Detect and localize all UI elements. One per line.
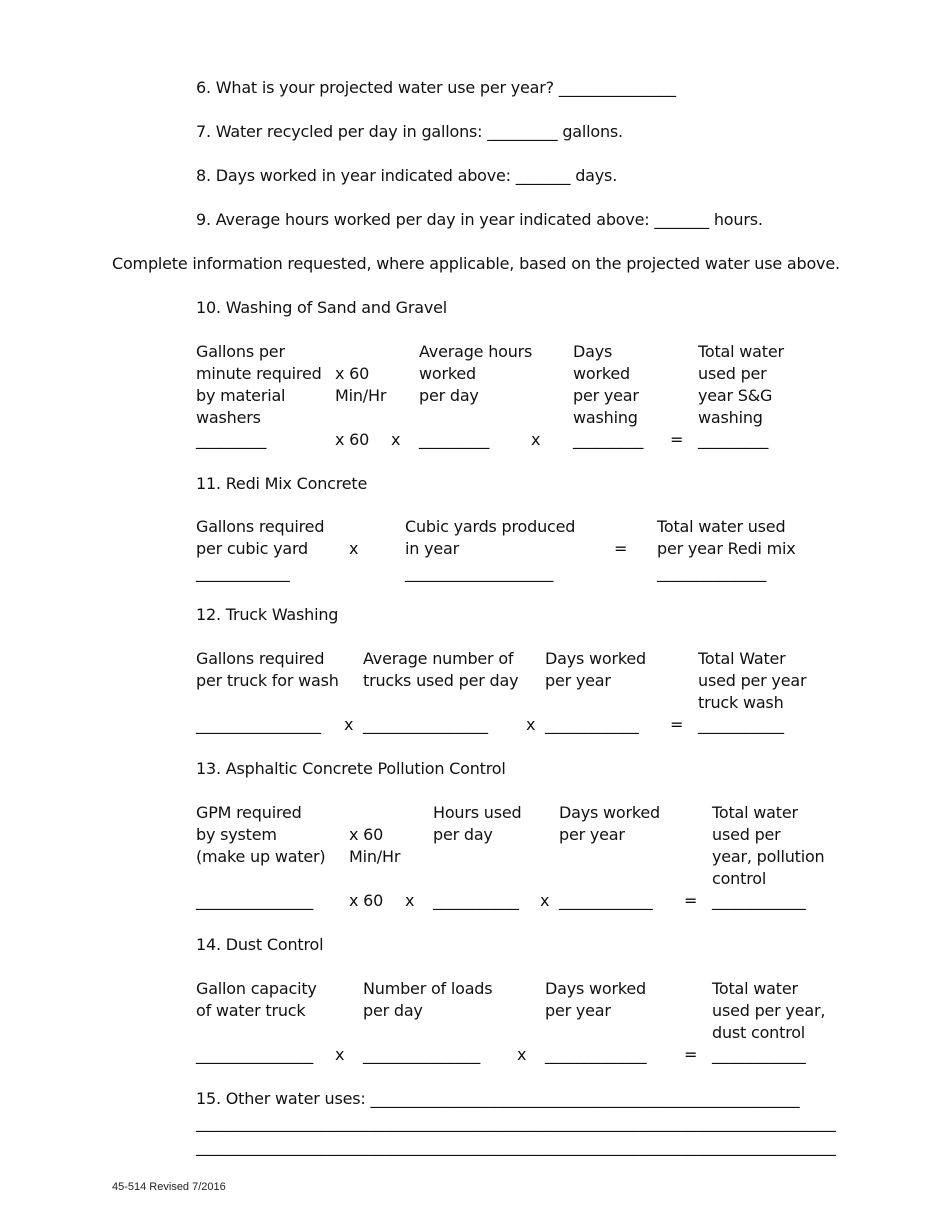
s11-col2-line: Cubic yards produced <box>405 517 576 536</box>
s10-days-blank[interactable]: _________ <box>573 430 644 449</box>
section-14-title: 14. Dust Control <box>196 935 324 954</box>
s10-col5-line: Total water <box>698 342 784 361</box>
s13-operator: x <box>540 891 550 910</box>
s12-col3-line: per year <box>545 671 611 690</box>
s11-total-blank[interactable]: ______________ <box>657 563 767 582</box>
s14-operator: x <box>517 1045 527 1064</box>
s12-col4-line: truck wash <box>698 693 784 712</box>
s10-constant: x 60 <box>335 430 370 449</box>
s14-col3-line: Days worked <box>545 979 646 998</box>
s12-col4-line: Total Water <box>698 649 786 668</box>
s12-col3-line: Days worked <box>545 649 646 668</box>
s13-col5-line: control <box>712 869 767 888</box>
s14-capacity-blank[interactable]: _______________ <box>196 1045 314 1064</box>
s13-col4-line: Days worked <box>559 803 660 822</box>
s12-equals: = <box>670 715 684 734</box>
section-10-title: 10. Washing of Sand and Gravel <box>196 298 448 317</box>
s14-operator: x <box>335 1045 345 1064</box>
s13-equals: = <box>684 891 698 910</box>
s14-col1-line: Gallon capacity <box>196 979 317 998</box>
s10-col1-line: by material <box>196 386 286 405</box>
s13-gpm-blank[interactable]: _______________ <box>196 891 314 910</box>
s10-operator: x <box>391 430 401 449</box>
question-8: 8. Days worked in year indicated above: _______ days. <box>196 166 618 185</box>
s13-operator: x <box>405 891 415 910</box>
s10-hours-blank[interactable]: _________ <box>419 430 490 449</box>
s12-operator: x <box>526 715 536 734</box>
s13-col4-line: per year <box>559 825 625 844</box>
s13-col1-line: (make up water) <box>196 847 326 866</box>
s14-days-blank[interactable]: _____________ <box>545 1045 647 1064</box>
s13-col2-line: x 60 <box>349 825 384 844</box>
s14-col2-line: Number of loads <box>363 979 493 998</box>
s12-trucks-blank[interactable]: ________________ <box>363 715 488 734</box>
s14-equals: = <box>684 1045 698 1064</box>
s10-col1-line: Gallons per <box>196 342 285 361</box>
s13-days-blank[interactable]: ____________ <box>559 891 653 910</box>
instruction-text: Complete information requested, where applicable, based on the projected water use above. <box>112 254 840 273</box>
section-13-title: 13. Asphaltic Concrete Pollution Control <box>196 759 506 778</box>
s10-col4-line: per year <box>573 386 639 405</box>
s11-yards-blank[interactable]: ___________________ <box>405 563 554 582</box>
s10-gpm-blank[interactable]: _________ <box>196 430 267 449</box>
section-12-title: 12. Truck Washing <box>196 605 339 624</box>
s12-total-blank[interactable]: ___________ <box>698 715 784 734</box>
s10-col3-line: Average hours <box>419 342 533 361</box>
s10-col4-line: Days <box>573 342 613 361</box>
s13-hours-blank[interactable]: ___________ <box>433 891 519 910</box>
s14-col1-line: of water truck <box>196 1001 306 1020</box>
s12-col1-line: Gallons required <box>196 649 325 668</box>
s12-days-blank[interactable]: ____________ <box>545 715 639 734</box>
section-15-blank-line[interactable]: __________________________________________________________________________________ <box>196 1113 836 1132</box>
s11-operator: x <box>349 539 359 558</box>
s14-total-blank[interactable]: ____________ <box>712 1045 806 1064</box>
s13-col3-line: per day <box>433 825 493 844</box>
s13-col5-line: year, pollution <box>712 847 825 866</box>
s14-col4-line: dust control <box>712 1023 806 1042</box>
s14-loads-blank[interactable]: _______________ <box>363 1045 481 1064</box>
s10-col3-line: worked <box>419 364 476 383</box>
s10-total-blank[interactable]: _________ <box>698 430 769 449</box>
s13-col5-line: Total water <box>712 803 798 822</box>
s11-col3-line: per year Redi mix <box>657 539 796 558</box>
s10-col1-line: washers <box>196 408 261 427</box>
s14-col4-line: Total water <box>712 979 798 998</box>
s12-operator: x <box>344 715 354 734</box>
question-9: 9. Average hours worked per day in year indicated above: _______ hours. <box>196 210 763 229</box>
s10-col4-line: worked <box>573 364 630 383</box>
s13-col2-line: Min/Hr <box>349 847 401 866</box>
question-7: 7. Water recycled per day in gallons: _________ gallons. <box>196 122 623 141</box>
s11-col1-line: per cubic yard <box>196 539 309 558</box>
s11-col2-line: in year <box>405 539 459 558</box>
s14-col2-line: per day <box>363 1001 423 1020</box>
s13-col3-line: Hours used <box>433 803 522 822</box>
s10-col3-line: per day <box>419 386 479 405</box>
s13-col1-line: by system <box>196 825 277 844</box>
s10-col4-line: washing <box>573 408 638 427</box>
s13-col5-line: used per <box>712 825 781 844</box>
s11-gallons-blank[interactable]: ____________ <box>196 563 290 582</box>
s10-col1-line: minute required <box>196 364 322 383</box>
s10-col2-line: x 60 <box>335 364 370 383</box>
s12-gallons-blank[interactable]: ________________ <box>196 715 321 734</box>
s10-col5-line: year S&G <box>698 386 773 405</box>
s13-col1-line: GPM required <box>196 803 302 822</box>
section-15-other-uses[interactable]: 15. Other water uses: _______________________________________________________ <box>196 1089 800 1108</box>
s12-col2-line: Average number of <box>363 649 514 668</box>
s11-equals: = <box>614 539 628 558</box>
s13-constant: x 60 <box>349 891 384 910</box>
section-11-title: 11. Redi Mix Concrete <box>196 474 368 493</box>
s10-col5-line: washing <box>698 408 763 427</box>
s12-col2-line: trucks used per day <box>363 671 519 690</box>
s12-col4-line: used per year <box>698 671 807 690</box>
s14-col3-line: per year <box>545 1001 611 1020</box>
s10-col2-line: Min/Hr <box>335 386 387 405</box>
s10-col5-line: used per <box>698 364 767 383</box>
s10-operator: x <box>531 430 541 449</box>
form-number-footer: 45-514 Revised 7/2016 <box>112 1181 226 1193</box>
question-6: 6. What is your projected water use per year? _______________ <box>196 78 676 97</box>
s14-col4-line: used per year, <box>712 1001 826 1020</box>
s12-col1-line: per truck for wash <box>196 671 339 690</box>
s10-equals: = <box>670 430 684 449</box>
s11-col1-line: Gallons required <box>196 517 325 536</box>
section-15-blank-line[interactable]: __________________________________________________________________________________ <box>196 1137 836 1156</box>
s11-col3-line: Total water used <box>657 517 786 536</box>
s13-total-blank[interactable]: ____________ <box>712 891 806 910</box>
